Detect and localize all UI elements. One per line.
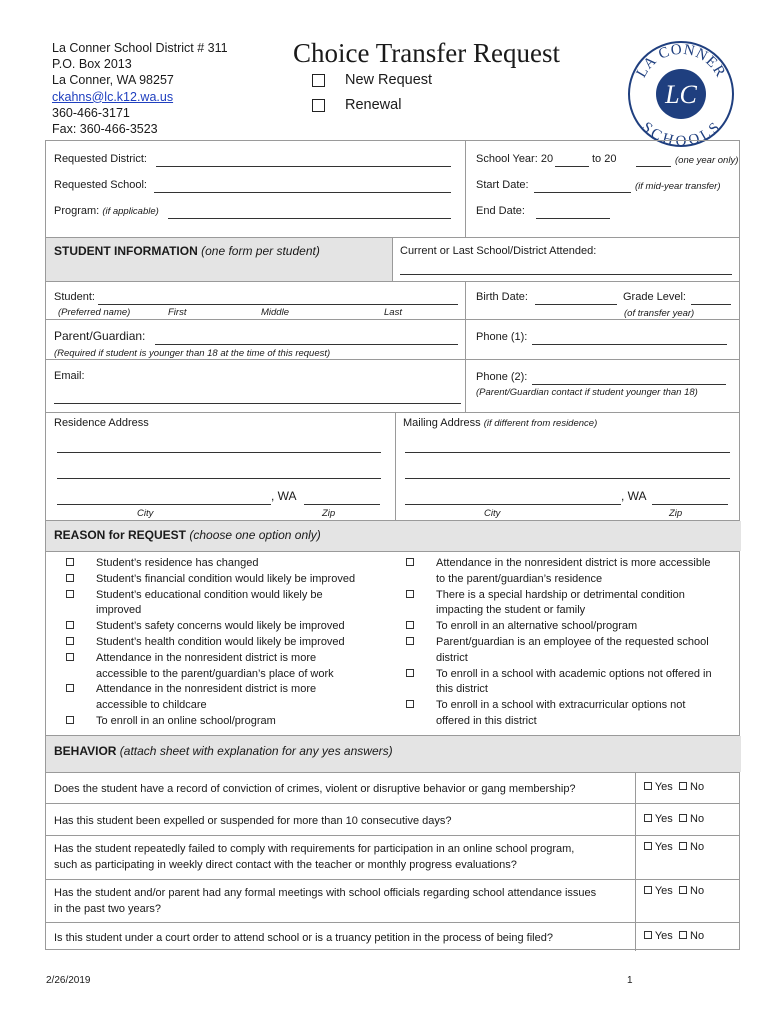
- reason-checkbox[interactable]: [66, 684, 74, 692]
- no-checkbox[interactable]: [679, 814, 687, 822]
- residence-city-caption: City: [137, 508, 154, 519]
- end-date-label: End Date:: [476, 205, 525, 217]
- no-checkbox[interactable]: [679, 886, 687, 894]
- phone2-note: (Parent/Guardian contact if student younger than 18): [476, 387, 698, 398]
- reason-checkbox[interactable]: [406, 590, 414, 598]
- renewal-label: Renewal: [345, 97, 402, 113]
- reason-left-column: [54, 556, 394, 730]
- reason-text: Attendance in the nonresident district is more: [96, 651, 317, 664]
- reason-text: To enroll in an online school/program: [96, 714, 276, 727]
- mailing-city-caption: City: [484, 508, 501, 519]
- reason-text: to the parent/guardian’s residence: [436, 572, 603, 585]
- city-line: La Conner, WA 98257: [52, 73, 174, 88]
- behavior-question: Has this student been expelled or suspended for more than 10 consecutive days?: [54, 814, 452, 827]
- parent-guardian-note: (Required if student is younger than 18 at the time of this request): [54, 348, 331, 359]
- yes-checkbox[interactable]: [644, 842, 652, 850]
- school-year-start-field[interactable]: [555, 166, 589, 167]
- renewal-option[interactable]: [312, 97, 401, 113]
- reason-option[interactable]: [54, 682, 394, 698]
- residence-line1-field[interactable]: [57, 452, 381, 453]
- behavior-question: Has the student repeatedly failed to comply with requirements for participation in an online school program, such as participating in weekly direct contact with the teacher or monthly progress evaluations?: [54, 843, 575, 871]
- no-checkbox[interactable]: [679, 842, 687, 850]
- behavior-header: BEHAVIOR (attach sheet with explanation for any yes answers): [54, 744, 393, 758]
- grade-level-note: (of transfer year): [624, 308, 695, 319]
- residence-zip-caption: Zip: [322, 508, 336, 519]
- reason-option: [54, 667, 394, 683]
- student-name-field[interactable]: [98, 304, 458, 305]
- reason-text: Student’s educational condition would likely be: [96, 588, 323, 601]
- phone1-label: Phone (1):: [476, 331, 528, 343]
- reason-option[interactable]: [394, 667, 739, 683]
- yes-checkbox[interactable]: [644, 931, 652, 939]
- reason-text: offered in this district: [436, 714, 537, 727]
- reason-checkbox[interactable]: [66, 621, 74, 629]
- residence-city-field[interactable]: [57, 504, 271, 505]
- footer-date: 2/26/2019: [46, 975, 91, 986]
- phone2-label: Phone (2):: [476, 371, 528, 383]
- reason-checkbox[interactable]: [66, 558, 74, 566]
- residence-zip-field[interactable]: [304, 504, 380, 505]
- residence-line2-field[interactable]: [57, 478, 381, 479]
- reason-option[interactable]: [54, 572, 394, 588]
- name-part-preferred: (Preferred name): [58, 307, 131, 318]
- reason-option[interactable]: [394, 556, 739, 572]
- residence-address-label: Residence Address: [54, 417, 149, 429]
- school-year-label: School Year: 20: [476, 153, 554, 165]
- reason-text: To enroll in a school with extracurricular options not: [436, 699, 686, 712]
- yes-label: Yes: [654, 781, 673, 793]
- behavior-question: Does the student have a record of conviction of crimes, violent or disruptive behavior or gang membership?: [54, 783, 576, 795]
- school-year-note: (one year only): [675, 155, 739, 166]
- grade-level-field[interactable]: [691, 304, 731, 305]
- start-date-note: (if mid-year transfer): [635, 181, 721, 192]
- reason-option[interactable]: [54, 619, 394, 635]
- reason-text: improved: [96, 604, 142, 617]
- yes-checkbox[interactable]: [644, 886, 652, 894]
- reason-text: Student’s health condition would likely be improved: [96, 635, 345, 648]
- grade-level-label: Grade Level:: [623, 291, 686, 303]
- reason-checkbox[interactable]: [66, 590, 74, 598]
- reason-checkbox[interactable]: [406, 669, 414, 677]
- reason-text: Student’s safety concerns would likely be improved: [96, 620, 345, 633]
- yes-checkbox[interactable]: [644, 782, 652, 790]
- mailing-zip-caption: Zip: [669, 508, 683, 519]
- reason-option[interactable]: [394, 698, 739, 714]
- reason-option: [394, 682, 739, 698]
- phone: 360-466-3171: [52, 105, 130, 120]
- reason-option: [54, 603, 394, 619]
- reason-option: [394, 714, 739, 730]
- requested-district-label: Requested District:: [54, 153, 147, 165]
- reason-text: district: [436, 651, 468, 664]
- reason-option[interactable]: [54, 635, 394, 651]
- fax: Fax: 360-466-3523: [52, 122, 158, 137]
- page-title: Choice Transfer Request: [293, 38, 560, 68]
- yes-label: Yes: [654, 885, 673, 897]
- reason-option[interactable]: [54, 556, 394, 572]
- reason-option[interactable]: [54, 714, 394, 730]
- reason-option: [394, 651, 739, 667]
- reason-option[interactable]: [54, 651, 394, 667]
- behavior-question: Has the student and/or parent had any formal meetings with school officials regarding school attendance issues in the past two years?: [54, 887, 597, 915]
- reason-option[interactable]: [394, 635, 739, 651]
- mailing-city-field[interactable]: [405, 504, 621, 505]
- reason-checkbox[interactable]: [406, 558, 414, 566]
- reason-text: Attendance in the nonresident district is more accessible: [436, 557, 711, 569]
- phone2-field[interactable]: [532, 384, 726, 385]
- start-date-label: Start Date:: [476, 179, 529, 191]
- reason-option[interactable]: [54, 588, 394, 604]
- logo-monogram: LC: [665, 80, 697, 109]
- no-label: No: [690, 930, 705, 942]
- name-part-last: Last: [384, 307, 402, 318]
- phone1-field[interactable]: [532, 344, 727, 345]
- requested-school-field[interactable]: [154, 192, 451, 193]
- yes-label: Yes: [654, 841, 673, 853]
- student-label: Student:: [54, 291, 95, 303]
- reason-right-column: [394, 556, 739, 730]
- reason-checkbox[interactable]: [406, 700, 414, 708]
- yes-no-group: [644, 813, 704, 825]
- birth-date-label: Birth Date:: [476, 291, 528, 303]
- no-label: No: [690, 781, 705, 793]
- logo-top-text: LA CONNER: [633, 41, 729, 81]
- po-box: P.O. Box 2013: [52, 57, 132, 72]
- yes-no-group: [644, 930, 704, 942]
- yes-checkbox[interactable]: [644, 814, 652, 822]
- footer-page-number: 1: [627, 975, 633, 986]
- birth-date-field[interactable]: [535, 304, 617, 305]
- student-info-header: STUDENT INFORMATION (one form per student): [54, 244, 320, 258]
- org-name: La Conner School District # 311: [52, 41, 228, 55]
- reason-text: To enroll in an alternative school/program: [436, 620, 638, 633]
- name-part-middle: Middle: [261, 307, 289, 318]
- residence-wa: , WA: [271, 489, 297, 503]
- reason-option: [394, 603, 739, 619]
- behavior-question: Is this student under a court order to attend school or is a truancy petition in the process of being filed?: [54, 932, 553, 944]
- reason-checkbox[interactable]: [66, 716, 74, 724]
- reason-option: [394, 572, 739, 588]
- yes-no-group: [644, 885, 704, 897]
- new-request-label: New Request: [345, 72, 433, 88]
- reason-text: Attendance in the nonresident district is more: [96, 683, 317, 696]
- school-year-end-field[interactable]: [636, 166, 671, 167]
- yes-no-group: [644, 781, 704, 793]
- program-label: Program: (if applicable): [54, 205, 159, 217]
- reason-text: Student’s residence has changed: [96, 557, 259, 569]
- no-label: No: [690, 812, 705, 825]
- reason-checkbox[interactable]: [66, 574, 74, 582]
- transfer-form: [45, 140, 740, 950]
- reason-checkbox[interactable]: [406, 621, 414, 629]
- reason-text: accessible to the parent/guardian’s place of work: [96, 667, 334, 680]
- reason-text: There is a special hardship or detrimental condition: [436, 588, 685, 601]
- renewal-checkbox[interactable]: [312, 99, 325, 112]
- name-part-first: First: [168, 307, 187, 318]
- current-school-field[interactable]: [400, 274, 732, 275]
- email-label: Email:: [54, 370, 85, 382]
- new-request-checkbox[interactable]: [312, 74, 325, 87]
- reason-header: REASON for REQUEST (choose one option only): [54, 528, 321, 542]
- parent-guardian-field[interactable]: [155, 344, 458, 345]
- reason-text: this district: [436, 683, 488, 696]
- reason-text: Student’s financial condition would likely be improved: [96, 572, 356, 585]
- no-label: No: [690, 841, 705, 853]
- logo-bottom-text: SCHOOLS: [638, 119, 724, 148]
- mailing-zip-field[interactable]: [652, 504, 728, 505]
- start-date-field[interactable]: [534, 192, 631, 193]
- no-checkbox[interactable]: [679, 931, 687, 939]
- reason-text: impacting the student or family: [436, 604, 586, 617]
- yes-label: Yes: [654, 930, 673, 942]
- email-link[interactable]: ckahns@lc.k12.wa.us: [52, 89, 174, 104]
- mailing-line2-field[interactable]: [405, 478, 730, 479]
- reason-text: Parent/guardian is an employee of the requested school: [436, 635, 709, 648]
- end-date-field[interactable]: [536, 218, 610, 219]
- yes-no-group: [644, 841, 704, 853]
- current-school-label: Current or Last School/District Attended:: [400, 245, 597, 257]
- requested-school-label: Requested School:: [54, 179, 147, 191]
- program-field[interactable]: [168, 218, 451, 219]
- no-label: No: [690, 885, 705, 897]
- reason-checkbox[interactable]: [406, 637, 414, 645]
- reason-checkbox[interactable]: [66, 637, 74, 645]
- school-year-to: to 20: [592, 153, 617, 165]
- district-address: [52, 40, 228, 137]
- mailing-wa: , WA: [621, 489, 647, 503]
- reason-option[interactable]: [394, 619, 739, 635]
- reason-checkbox[interactable]: [66, 653, 74, 661]
- mailing-address-label: Mailing Address (if different from residence): [403, 417, 598, 429]
- mailing-line1-field[interactable]: [405, 452, 730, 453]
- reason-text: accessible to childcare: [96, 699, 207, 712]
- reason-option[interactable]: [394, 588, 739, 604]
- reason-option: [54, 698, 394, 714]
- la-conner-schools-logo: [627, 40, 735, 148]
- requested-district-field[interactable]: [156, 166, 451, 167]
- yes-label: Yes: [654, 812, 673, 825]
- parent-guardian-label: Parent/Guardian:: [54, 329, 146, 343]
- new-request-option[interactable]: [312, 72, 432, 88]
- email-field[interactable]: [54, 403, 461, 404]
- no-checkbox[interactable]: [679, 782, 687, 790]
- reason-text: To enroll in a school with academic options not offered in: [436, 667, 712, 680]
